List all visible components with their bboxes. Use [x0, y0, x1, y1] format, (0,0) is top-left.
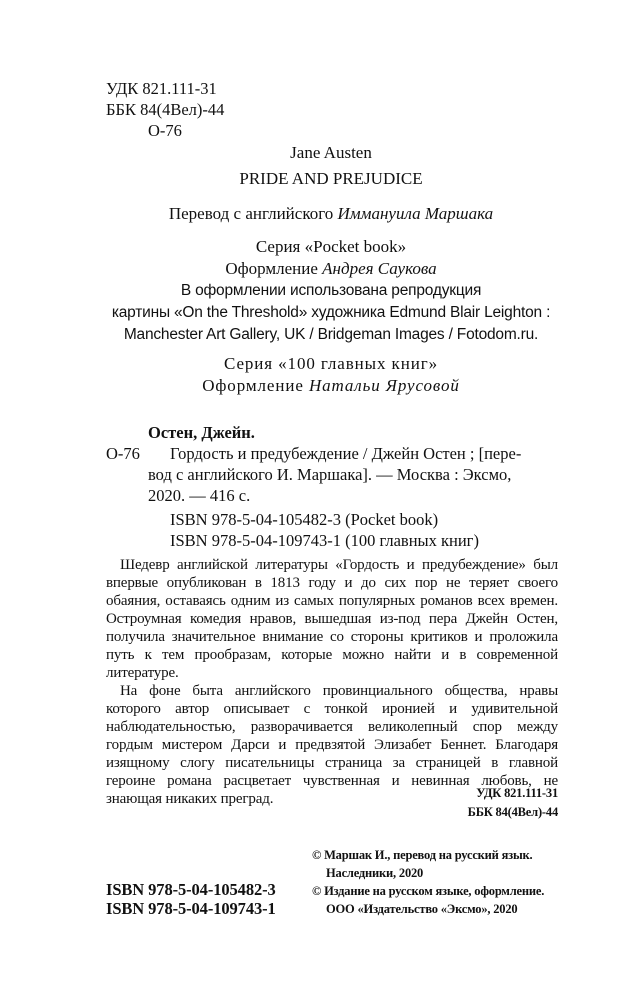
annotation-paragraph-1: Шедевр английской литературы «Гордость и предубеждение» был впервые опубликован в 1813 году и до сих пор не теряет своего обаяния, оставаясь одним из самых популярных романов всех времен. Остроумная комедия нравов, вышедшая из-под пера Джейн Остен, получила значительное внимание со стороны критиков и проложила путь к тем прообразам, которые можно найти и в современной литературе. [106, 557, 558, 681]
footer-bbk: ББК 84(4Вел)-44 [467, 805, 558, 819]
isbn-bottom-2: ISBN 978-5-04-109743-1 [106, 899, 276, 918]
annotation-paragraph-2: На фоне быта английского провинциального общества, нравы которого автор описывает с тонкой иронией и удивительной наблюдательностью, разворачивается великолепный спор между гордым мистером Дарси и предвзятой Элизабет Беннет. Благодаря изящному слогу писательницы страница за страницей в главной героине романа расцветает чувственная и невинная любовь, не знающая никаких преград. [106, 683, 558, 807]
isbn-bottom-1: ISBN 978-5-04-105482-3 [106, 880, 276, 899]
udk-code: УДК 821.111-31 [106, 79, 217, 98]
reproduction-line-2: картины «On the Threshold» художника Edmund Blair Leighton : [111, 304, 551, 321]
design-prefix-2: Оформление [202, 376, 309, 395]
design-line-1 [106, 258, 556, 280]
reproduction-line-3: Manchester Art Gallery, UK / Bridgeman Images / Fotodom.ru. [123, 326, 539, 343]
bibliographic-line-2: вод с английского И. Маршака]. — Москва : Эксмо, [148, 465, 512, 484]
copyright-publisher: ООО «Издательство «Эксмо», 2020 [326, 902, 518, 916]
bbk-code: ББК 84(4Вел)-44 [106, 100, 225, 119]
translation-line [106, 203, 556, 225]
series-100-books: Серия «100 главных книг» [224, 354, 438, 373]
copyright-translation: © Маршак И., перевод на русский язык. [312, 848, 533, 862]
copyright-edition: © Издание на русском языке, оформление. [312, 884, 545, 898]
series-pocket-book: Серия «Pocket book» [255, 237, 407, 256]
author-name: Jane Austen [290, 143, 372, 162]
design-prefix-1: Оформление [225, 259, 323, 278]
translation-prefix: Перевод с английского [168, 204, 338, 223]
bibliographic-line-3: 2020. — 416 с. [148, 486, 251, 505]
annotation [106, 556, 558, 808]
designer-1: Андрея Саукова [322, 259, 437, 278]
bibliographic-mark: О-76 [106, 444, 140, 463]
translator-name: Иммануила Маршака [337, 204, 494, 223]
bibliographic-line-1: Гордость и предубеждение / Джейн Остен ; [пере- [170, 444, 522, 463]
footer-udk: УДК 821.111-31 [476, 786, 558, 800]
bibliographic-heading: Остен, Джейн. [148, 423, 255, 442]
reproduction-line-1: В оформлении использована репродукция [180, 282, 482, 299]
design-line-2 [106, 375, 556, 397]
copyright-heirs: Наследники, 2020 [326, 866, 424, 880]
isbn-pocket-book: ISBN 978-5-04-105482-3 (Pocket book) [170, 510, 439, 529]
author-mark: О-76 [148, 121, 182, 140]
book-title: PRIDE AND PREJUDICE [239, 169, 423, 188]
isbn-100-books: ISBN 978-5-04-109743-1 (100 главных книг) [170, 531, 479, 550]
designer-2: Натальи Ярусовой [308, 376, 460, 395]
